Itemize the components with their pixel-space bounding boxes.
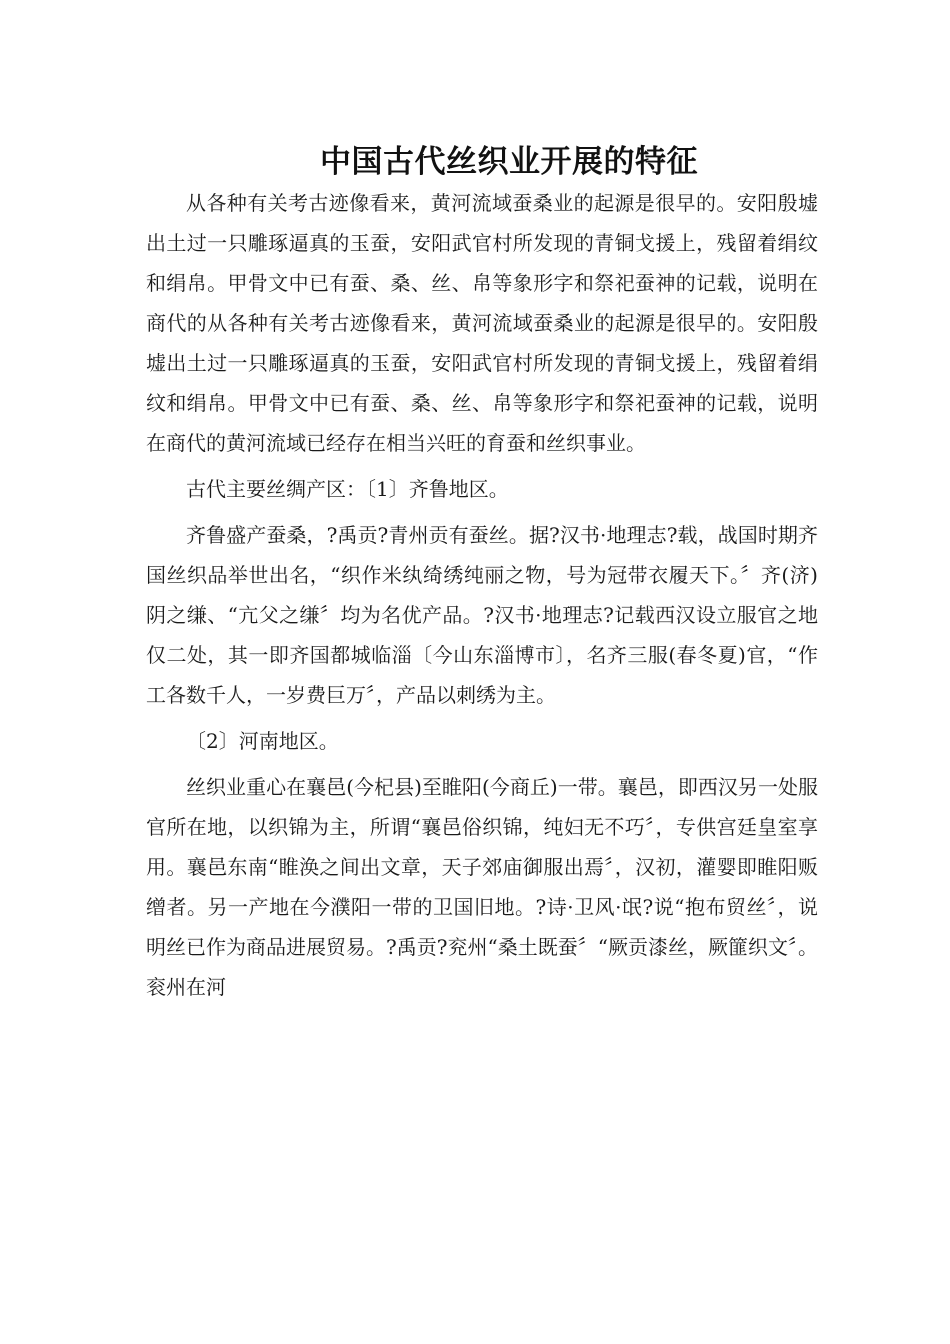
paragraph-henan-heading: 〔2〕河南地区。 [186,729,339,753]
paragraph-henan: 丝织业重心在襄邑(今杞县)至睢阳(今商丘)一带。襄邑，即西汉另一处服官所在地，以织锦为主，所谓“襄邑俗织锦，纯妇无不巧〞，专供宫廷皇室享用。襄邑东南“睢涣之间出文章，天子郊庙御服出焉〞，汉初，灌婴即睢阳贩缯者。另一产地在今濮阳一带的卫国旧地。?诗·卫风·氓?说“抱布贸丝〞，说明丝已作为商品进展贸易。?禹贡?兖州“桑土既蚕〞“厥贡漆丝，厥篚织文〞。衮州在河 [146,775,818,999]
paragraph-origins: 从各种有关考古迹像看来，黄河流域蚕桑业的起源是很早的。安阳殷墟出土过一只雕琢逼真的玉蚕，安阳武官村所发现的青铜戈援上，残留着绢纹和绢帛。甲骨文中已有蚕、桑、丝、帛等象形字和祭祀蚕神的记载，说明在商代的从各种有关考古迹像看来，黄河流域蚕桑业的起源是很早的。安阳殷墟出土过一只雕琢逼真的玉蚕，安阳武官村所发现的青铜戈援上，残留着绢纹和绢帛。甲骨文中已有蚕、桑、丝、帛等象形字和祭祀蚕神的记载，说明在商代的黄河流域已经存在相当兴旺的育蚕和丝织事业。 [146,191,818,455]
paragraph-main-regions: 古代主要丝绸产区：〔1〕齐鲁地区。 [186,477,509,501]
page-title: 中国古代丝织业开展的特征 [320,143,698,180]
paragraph-qilu: 齐鲁盛产蚕桑，?禹贡?青州贡有蚕丝。据?汉书·地理志?载，战国时期齐国丝织品举世出名，“织作米纨绮绣纯丽之物，号为冠带衣履天下。〞齐(济)阴之缣、“亢父之缣〞均为名优产品。?汉书·地理志?记载西汉设立服官之地仅二处，其一即齐国都城临淄〔今山东淄博市〕，名齐三服(春冬夏)官，“作工各数千人，一岁费巨万〞，产品以刺绣为主。 [146,523,818,707]
document-body [146,183,818,1013]
